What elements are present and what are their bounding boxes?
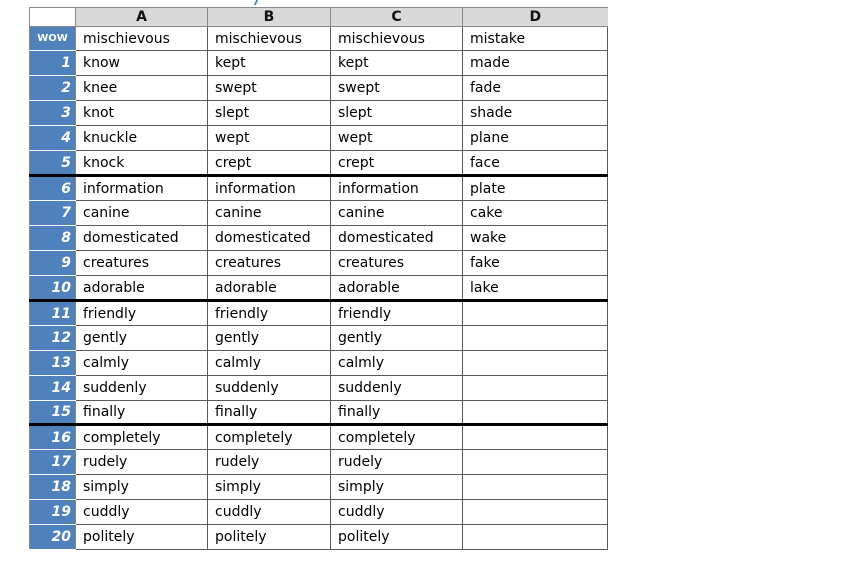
cell-c[interactable]: suddenly — [331, 376, 463, 401]
cell-b[interactable]: kept — [208, 51, 331, 76]
cell-d[interactable]: lake — [463, 276, 608, 301]
cell-c[interactable]: domesticated — [331, 226, 463, 251]
cell-a[interactable]: adorable — [76, 276, 208, 301]
cell-b[interactable]: friendly — [208, 301, 331, 326]
table-row — [30, 126, 608, 151]
cell-a[interactable]: know — [76, 51, 208, 76]
corner-cell — [30, 8, 76, 27]
column-header-b[interactable]: B — [208, 8, 331, 27]
cell-c[interactable]: simply — [331, 475, 463, 500]
row-number: 5 — [30, 151, 76, 176]
table-row — [30, 326, 608, 351]
cell-b[interactable]: simply — [208, 475, 331, 500]
cell-d[interactable] — [463, 525, 608, 550]
column-header-a[interactable]: A — [76, 8, 208, 27]
cell-c[interactable]: kept — [331, 51, 463, 76]
cell-b[interactable]: completely — [208, 425, 331, 450]
table-row — [30, 251, 608, 276]
cell-c[interactable]: wept — [331, 126, 463, 151]
cell-c[interactable]: mischievous — [331, 27, 463, 51]
cell-a[interactable]: knuckle — [76, 126, 208, 151]
cell-d[interactable] — [463, 475, 608, 500]
table-row — [30, 151, 608, 176]
table-row — [30, 425, 608, 450]
cell-a[interactable]: canine — [76, 201, 208, 226]
table-row — [30, 101, 608, 126]
cell-d[interactable]: made — [463, 51, 608, 76]
row-number: 12 — [30, 326, 76, 351]
table-row — [30, 76, 608, 101]
table-row — [30, 176, 608, 201]
cell-c[interactable]: information — [331, 176, 463, 201]
row-number: 19 — [30, 500, 76, 525]
row-number: 14 — [30, 376, 76, 401]
cell-a[interactable]: calmly — [76, 351, 208, 376]
cell-a[interactable]: creatures — [76, 251, 208, 276]
cell-d[interactable]: plane — [463, 126, 608, 151]
table-row — [30, 226, 608, 251]
cell-d[interactable]: face — [463, 151, 608, 176]
cell-b[interactable]: adorable — [208, 276, 331, 301]
decorative-tick-mark — [254, 0, 258, 5]
cell-a[interactable]: simply — [76, 475, 208, 500]
row-number: 1 — [30, 51, 76, 76]
table-row — [30, 201, 608, 226]
cell-b[interactable]: finally — [208, 401, 331, 425]
cell-d[interactable] — [463, 500, 608, 525]
column-header-row — [30, 8, 608, 27]
cell-d[interactable] — [463, 450, 608, 475]
cell-b[interactable]: information — [208, 176, 331, 201]
cell-a[interactable]: knot — [76, 101, 208, 126]
spelling-word-table — [29, 7, 608, 550]
cell-b[interactable]: wept — [208, 126, 331, 151]
table-row — [30, 376, 608, 401]
cell-b[interactable]: creatures — [208, 251, 331, 276]
cell-b[interactable]: politely — [208, 525, 331, 550]
row-number: 4 — [30, 126, 76, 151]
cell-b[interactable]: mischievous — [208, 27, 331, 51]
table-row — [30, 51, 608, 76]
cell-d[interactable] — [463, 376, 608, 401]
cell-b[interactable]: canine — [208, 201, 331, 226]
cell-d[interactable] — [463, 401, 608, 425]
cell-d[interactable]: plate — [463, 176, 608, 201]
table-row — [30, 276, 608, 301]
cell-b[interactable]: domesticated — [208, 226, 331, 251]
cell-a[interactable]: knock — [76, 151, 208, 176]
cell-a[interactable]: completely — [76, 425, 208, 450]
table-row — [30, 351, 608, 376]
cell-a[interactable]: knee — [76, 76, 208, 101]
column-header-d[interactable]: D — [463, 8, 608, 27]
row-number: WOW — [30, 27, 76, 51]
cell-c[interactable]: canine — [331, 201, 463, 226]
cell-d[interactable]: fake — [463, 251, 608, 276]
cell-b[interactable]: crept — [208, 151, 331, 176]
cell-d[interactable]: fade — [463, 76, 608, 101]
cell-b[interactable]: gently — [208, 326, 331, 351]
cell-c[interactable]: crept — [331, 151, 463, 176]
cell-a[interactable]: rudely — [76, 450, 208, 475]
cell-a[interactable]: cuddly — [76, 500, 208, 525]
cell-d[interactable]: cake — [463, 201, 608, 226]
cell-c[interactable]: swept — [331, 76, 463, 101]
cell-b[interactable]: cuddly — [208, 500, 331, 525]
cell-c[interactable]: completely — [331, 425, 463, 450]
column-header-c[interactable]: C — [331, 8, 463, 27]
table-row — [30, 27, 608, 51]
cell-d[interactable]: wake — [463, 226, 608, 251]
cell-c[interactable]: slept — [331, 101, 463, 126]
row-number: 16 — [30, 425, 76, 450]
cell-a[interactable]: information — [76, 176, 208, 201]
row-number: 17 — [30, 450, 76, 475]
cell-d[interactable] — [463, 351, 608, 376]
cell-d[interactable]: shade — [463, 101, 608, 126]
cell-c[interactable]: adorable — [331, 276, 463, 301]
cell-b[interactable]: swept — [208, 76, 331, 101]
cell-a[interactable]: mischievous — [76, 27, 208, 51]
cell-c[interactable]: calmly — [331, 351, 463, 376]
row-number: 13 — [30, 351, 76, 376]
cell-b[interactable]: calmly — [208, 351, 331, 376]
row-number: 7 — [30, 201, 76, 226]
cell-c[interactable]: finally — [331, 401, 463, 425]
cell-d[interactable] — [463, 326, 608, 351]
cell-d[interactable] — [463, 301, 608, 326]
cell-d[interactable] — [463, 425, 608, 450]
cell-a[interactable]: friendly — [76, 301, 208, 326]
cell-b[interactable]: rudely — [208, 450, 331, 475]
row-number: 11 — [30, 301, 76, 326]
cell-c[interactable]: friendly — [331, 301, 463, 326]
cell-c[interactable]: gently — [331, 326, 463, 351]
cell-a[interactable]: gently — [76, 326, 208, 351]
row-number: 2 — [30, 76, 76, 101]
row-number: 8 — [30, 226, 76, 251]
row-number: 20 — [30, 525, 76, 550]
row-number: 3 — [30, 101, 76, 126]
cell-c[interactable]: politely — [331, 525, 463, 550]
cell-c[interactable]: cuddly — [331, 500, 463, 525]
cell-a[interactable]: domesticated — [76, 226, 208, 251]
cell-a[interactable]: suddenly — [76, 376, 208, 401]
table-row — [30, 401, 608, 425]
cell-a[interactable]: finally — [76, 401, 208, 425]
cell-b[interactable]: slept — [208, 101, 331, 126]
table-row — [30, 500, 608, 525]
row-number: 18 — [30, 475, 76, 500]
row-number: 6 — [30, 176, 76, 201]
cell-a[interactable]: politely — [76, 525, 208, 550]
cell-c[interactable]: creatures — [331, 251, 463, 276]
table-row — [30, 301, 608, 326]
row-number: 10 — [30, 276, 76, 301]
cell-b[interactable]: suddenly — [208, 376, 331, 401]
table-row — [30, 525, 608, 550]
cell-c[interactable]: rudely — [331, 450, 463, 475]
table-row — [30, 475, 608, 500]
table-row — [30, 450, 608, 475]
row-number: 15 — [30, 401, 76, 425]
row-number: 9 — [30, 251, 76, 276]
cell-d[interactable]: mistake — [463, 27, 608, 51]
